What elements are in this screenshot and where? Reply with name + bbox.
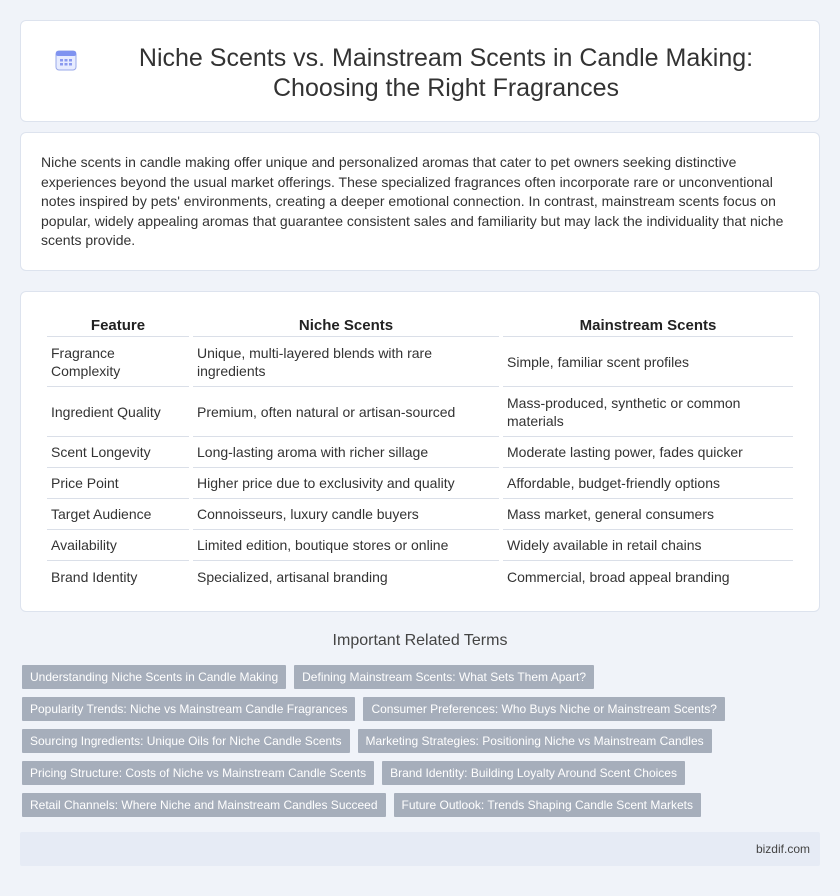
table-cell: Availability	[47, 530, 189, 561]
header-card	[20, 20, 820, 122]
related-term-tag[interactable]: Pricing Structure: Costs of Niche vs Mainstream Candle Scents	[22, 761, 374, 785]
table-cell: Long-lasting aroma with richer sillage	[193, 437, 499, 468]
table-cell: Moderate lasting power, fades quicker	[503, 437, 793, 468]
table-cell: Target Audience	[47, 499, 189, 530]
related-term-tag[interactable]: Sourcing Ingredients: Unique Oils for Niche Candle Scents	[22, 729, 350, 753]
table-row	[47, 561, 793, 592]
table-cell: Simple, familiar scent profiles	[503, 337, 793, 387]
footer-bar	[20, 832, 820, 866]
table-cell: Specialized, artisanal branding	[197, 568, 388, 585]
table-cell: Ingredient Quality	[47, 387, 189, 437]
related-term-tag[interactable]: Consumer Preferences: Who Buys Niche or Mainstream Scents?	[363, 697, 724, 721]
intro-card	[20, 132, 820, 271]
table-cell: Commercial, broad appeal branding	[507, 568, 730, 585]
table-row	[47, 337, 793, 387]
table-cell: Mass-produced, synthetic or common materials	[503, 387, 793, 437]
table-header-feature: Feature	[47, 310, 189, 337]
table-cell: Connoisseurs, luxury candle buyers	[193, 499, 499, 530]
related-term-tag[interactable]: Marketing Strategies: Positioning Niche vs Mainstream Candles	[358, 729, 712, 753]
table-cell: Mass market, general consumers	[503, 499, 793, 530]
related-term-tag[interactable]: Popularity Trends: Niche vs Mainstream Candle Fragrances	[22, 697, 355, 721]
table-cell: Fragrance Complexity	[47, 337, 189, 387]
related-terms-title: Important Related Terms	[332, 632, 508, 649]
related-terms-tags	[22, 665, 822, 825]
related-term-tag[interactable]: Future Outlook: Trends Shaping Candle Scent Markets	[394, 793, 702, 817]
table-row	[47, 468, 793, 499]
table-cell: Limited edition, boutique stores or online	[193, 530, 499, 561]
comparison-table-card	[20, 291, 820, 612]
table-row	[47, 387, 793, 437]
table-cell: Price Point	[47, 468, 189, 499]
page-title: Niche Scents vs. Mainstream Scents in Candle Making: Choosing the Right Fragrances	[138, 44, 754, 102]
comparison-table	[43, 310, 797, 592]
table-cell: Scent Longevity	[47, 437, 189, 468]
related-term-tag[interactable]: Brand Identity: Building Loyalty Around Scent Choices	[382, 761, 685, 785]
intro-paragraph: Niche scents in candle making offer unique and personalized aromas that cater to pet owners seeking distinctive experiences beyond the usual market offerings. These specialized fragrances often incorporate rare or unconventional notes inspired by pets' environments, creating a deeper emotional connection. In contrast, mainstream scents focus on popular, widely appealing aromas that guarantee consistent sales and familiarity but may lack the individuality that niche scents provide.	[41, 154, 784, 248]
footer-site-link[interactable]: bizdif.com	[755, 842, 810, 856]
table-cell: Unique, multi-layered blends with rare ingredients	[193, 337, 499, 387]
table-row	[47, 499, 793, 530]
table-row	[47, 530, 793, 561]
table-cell: Widely available in retail chains	[503, 530, 793, 561]
table-header-niche: Niche Scents	[193, 310, 499, 337]
table-cell: Higher price due to exclusivity and quality	[193, 468, 499, 499]
related-term-tag[interactable]: Defining Mainstream Scents: What Sets Them Apart?	[294, 665, 594, 689]
table-cell: Brand Identity	[51, 568, 138, 585]
table-row	[47, 437, 793, 468]
table-header-mainstream: Mainstream Scents	[503, 310, 793, 337]
table-cell: Affordable, budget-friendly options	[503, 468, 793, 499]
table-cell: Premium, often natural or artisan-sourced	[193, 387, 499, 437]
related-term-tag[interactable]: Understanding Niche Scents in Candle Making	[22, 665, 286, 689]
related-term-tag[interactable]: Retail Channels: Where Niche and Mainstream Candles Succeed	[22, 793, 386, 817]
